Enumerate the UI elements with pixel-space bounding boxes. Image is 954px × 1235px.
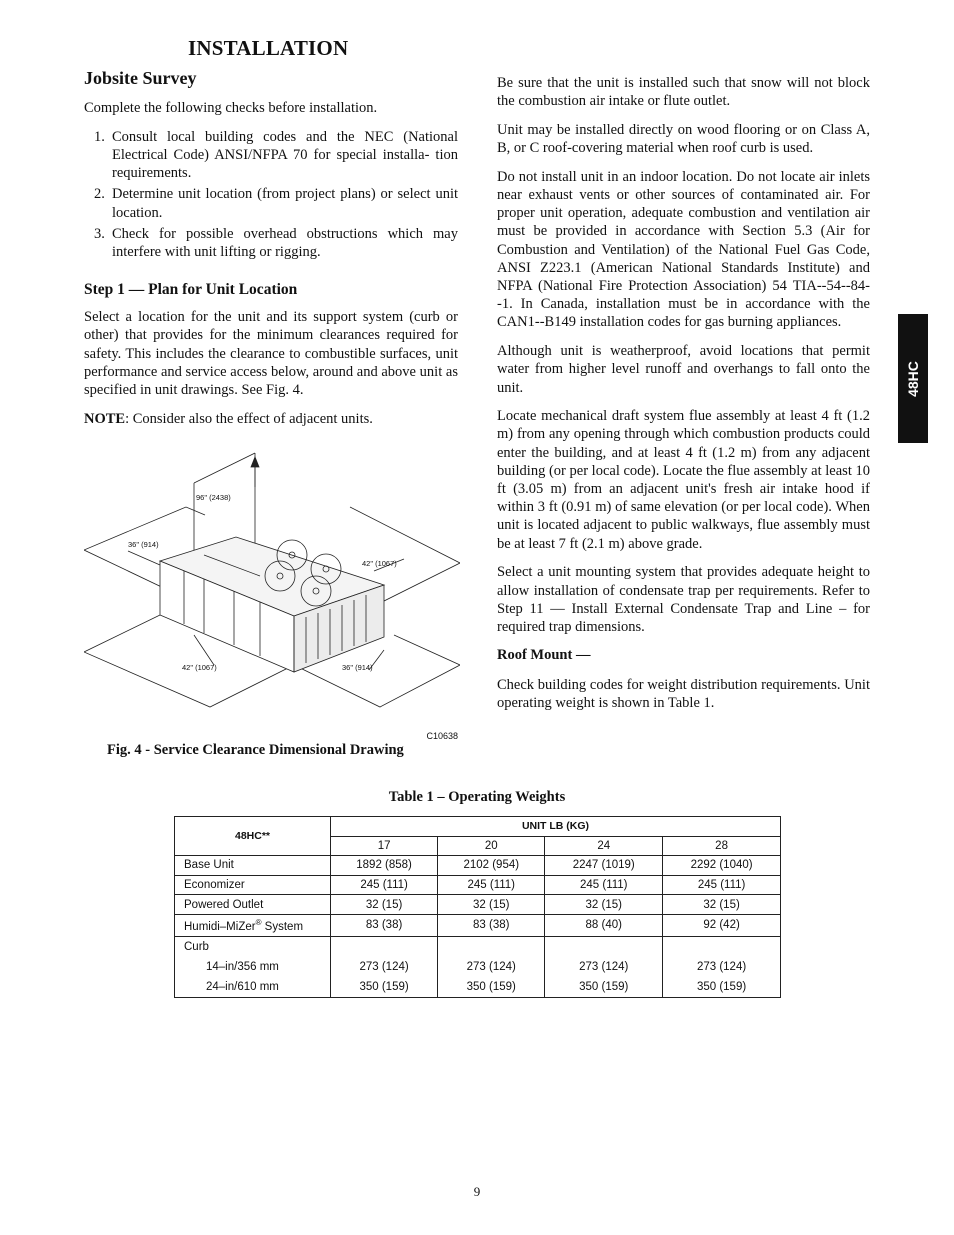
intro-text: Complete the following checks before installation. — [84, 100, 378, 116]
curb-cell — [438, 936, 545, 997]
figure-caption: Fig. 4 - Service Clearance Dimensional Drawing — [107, 742, 404, 758]
checklist-number: 1. — [94, 128, 105, 145]
checklist-text: Determine unit location (from project plans) or select unit location. — [112, 186, 458, 221]
paragraph: Unit may be installed directly on wood flooring or on Class A, B, or C roof-covering material when roof curb is used. — [497, 121, 870, 157]
paragraph: Although unit is weatherproof, avoid locations that permit water from higher level runoff and overhangs to fall onto the unit. — [497, 343, 870, 396]
cell: 273 (124) — [466, 960, 516, 973]
paragraph: Select a unit mounting system that provides adequate height to allow installation of condensate trap per requirements. Refer to Step 11 — Install External Condensate Trap and Line – for required trap dimensions. — [497, 564, 870, 635]
step-paragraph: Select a location for the unit and its support system (curb or other) that provides for the minimum clearances required for safety. This includes the clearance to combustible surfaces, unit performance and service access below, around and above unit as specified in unit drawings. See Fig. 4. — [84, 309, 458, 398]
cell: 245 (111) — [545, 875, 663, 895]
cell: 32 (15) — [663, 895, 781, 915]
row-label: Powered Outlet — [175, 895, 331, 915]
cell: 273 (124) — [579, 960, 629, 973]
cell: 2247 (1019) — [545, 856, 663, 876]
curb-cell — [663, 936, 781, 997]
cell: 245 (111) — [438, 875, 545, 895]
cell: 273 (124) — [696, 960, 747, 973]
roof-mount-title: Roof Mount — — [497, 646, 591, 663]
curb-cell — [331, 936, 438, 997]
row-label-suffix: System — [261, 920, 304, 933]
cell: 2102 (954) — [438, 856, 545, 876]
checklist-item — [84, 185, 458, 221]
checklist-number: 3. — [94, 225, 105, 242]
note — [84, 410, 458, 428]
row-label — [175, 914, 331, 936]
cell: 83 (38) — [438, 914, 545, 936]
dim-left-back: 36" (914) — [128, 540, 159, 549]
column-header: 17 — [331, 836, 438, 856]
cell: 2292 (1040) — [663, 856, 781, 876]
note-text: : Consider also the effect of adjacent units. — [125, 410, 373, 427]
row-sublabel: 24–in/610 mm — [206, 980, 279, 993]
cell: 350 (159) — [579, 980, 629, 993]
row-label: Base Unit — [175, 856, 331, 876]
page-number: 9 — [473, 1184, 481, 1199]
cell: 92 (42) — [663, 914, 781, 936]
table-title: Table 1 – Operating Weights — [388, 789, 566, 805]
side-tab-label: 48HC — [905, 360, 921, 397]
column-header: 20 — [438, 836, 545, 856]
checklist-item — [84, 225, 458, 261]
cell: 83 (38) — [331, 914, 438, 936]
paragraph: Locate mechanical draft system flue assembly at least 4 ft (1.2 m) from any opening through which combustion products could enter the building, and at least 4 ft (1.2 m) from any adjacent building (or per local code). Locate the flue assembly at least 10 ft (3.05 m) from an adjacent unit's fresh air intake hood if within 3 ft (0.91 m) of same elevation (or per local code). When unit is located adjacent to public walkways, flue assembly must be at least 7 ft (2.1 m) above grade. — [497, 408, 870, 552]
group-header: UNIT LB (KG) — [331, 817, 781, 837]
cell: 245 (111) — [663, 875, 781, 895]
step-title: Step 1 — Plan for Unit Location — [84, 281, 298, 299]
cell: 32 (15) — [438, 895, 545, 915]
side-tab — [898, 314, 928, 443]
dim-front-right: 36" (914) — [342, 663, 373, 672]
figure-code: C10638 — [426, 731, 458, 741]
cell: 32 (15) — [331, 895, 438, 915]
cell: 350 (159) — [466, 980, 516, 993]
section-title-jobsite-survey: Jobsite Survey — [84, 68, 197, 88]
checklist-text: Check for possible overhead obstructions which may interfere with unit lifting or rigging. — [112, 225, 458, 260]
cell: 350 (159) — [696, 980, 747, 993]
dim-overhead: 96" (2438) — [196, 493, 231, 502]
spacer — [331, 937, 437, 957]
model-header: 48HC** — [175, 817, 331, 856]
operating-weights-table — [174, 816, 781, 998]
roof-mount-paragraph: Check building codes for weight distribution requirements. Unit operating weight is shown in Table 1. — [497, 676, 870, 711]
note-label: NOTE — [84, 410, 126, 427]
cell: 32 (15) — [545, 895, 663, 915]
table-row-curb — [175, 936, 781, 997]
column-header: 28 — [663, 836, 781, 856]
cell: 88 (40) — [545, 914, 663, 936]
column-header: 24 — [545, 836, 663, 856]
spacer — [663, 937, 780, 957]
table-header-row — [175, 817, 781, 837]
cell: 273 (124) — [359, 960, 409, 973]
left-column — [84, 68, 458, 438]
right-column — [497, 74, 870, 723]
checklist — [84, 128, 458, 261]
spacer — [545, 937, 662, 957]
registered-mark: ® — [255, 918, 262, 928]
curb-label-cell — [175, 936, 331, 997]
table-row — [175, 875, 781, 895]
dim-front-left: 42" (1067) — [182, 663, 217, 672]
checklist-item — [84, 128, 458, 183]
row-label: Economizer — [175, 875, 331, 895]
cell: 245 (111) — [331, 875, 438, 895]
curb-cell — [545, 936, 663, 997]
page-title: INSTALLATION — [188, 36, 349, 60]
paragraph: Be sure that the unit is installed such that snow will not block the combustion air intake or flute outlet. — [497, 75, 870, 110]
checklist-number: 2. — [94, 186, 105, 203]
table-row — [175, 856, 781, 876]
cell: 1892 (858) — [331, 856, 438, 876]
service-clearance-figure — [84, 445, 460, 745]
cell: 350 (159) — [359, 980, 409, 993]
row-label-text: Humidi–MiZer — [184, 920, 256, 933]
spacer — [438, 937, 544, 957]
table-row — [175, 914, 781, 936]
clearance-drawing — [84, 445, 460, 745]
dim-right-back: 42" (1067) — [362, 559, 397, 568]
paragraph: Do not install unit in an indoor location. Do not locate air inlets near exhaust vents or other sources of contaminated air. For proper unit operation, adequate combustion and ventilation air must be provided in accordance with Section 5.3 (Air for Combustion and Ventilation) of the National Fuel Gas Code, ANSI Z223.1 (American National Standards Institute) and NFPA (National Fire Protection Association) 54 TIA--54--84--1. In Canada, installation must be in accordance with the CAN1--B149 installation codes for gas burning appliances. — [497, 168, 870, 331]
row-sublabel: 14–in/356 mm — [206, 960, 279, 973]
checklist-text: Consult local building codes and the NEC (National Electrical Code) ANSI/NFPA 70 for special installa- tion requirements. — [112, 128, 458, 182]
row-label: Curb — [184, 940, 209, 953]
table-row — [175, 895, 781, 915]
